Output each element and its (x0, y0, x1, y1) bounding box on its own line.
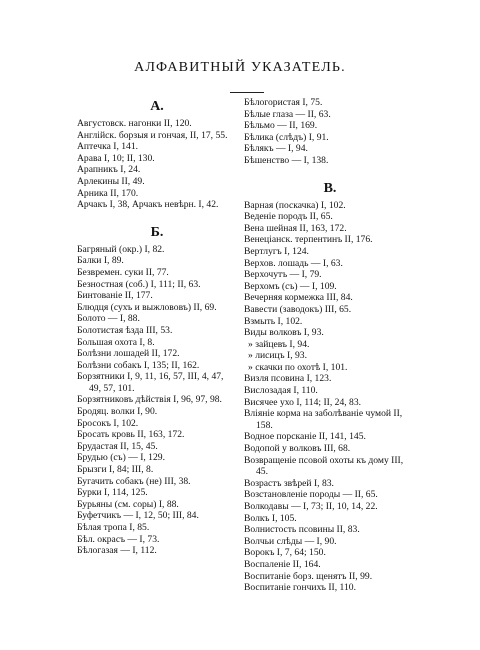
index-entry: Волкодавы — I, 73; II, 10, 14, 22. (244, 501, 378, 512)
index-entry: Вліяніе корма на заболѣваніе чумой II, 158. (244, 408, 403, 431)
index-entry: Болотистая ѣзда III, 53. (77, 324, 173, 336)
index-entry: Верхочутъ — I, 79. (244, 269, 322, 281)
title-divider (230, 92, 264, 93)
index-entry: Вечерняя кормежка III, 84. (244, 292, 353, 304)
section-v-list (244, 200, 416, 594)
index-entry: Воспитаніе борз. щенятъ II, 99. (244, 570, 373, 582)
index-entry: Возстановленіе породы — II, 65. (244, 489, 378, 501)
index-entry: Волкъ I, 105. (244, 512, 297, 524)
index-entry: Болото — I, 88. (77, 313, 140, 325)
index-entry: Арапникъ I, 24. (77, 164, 141, 176)
index-entry: Веденіе породъ II, 65. (244, 211, 333, 223)
index-entry: » лисицъ I, 93. (248, 350, 307, 362)
index-entry: Буфетчикъ — I, 12, 50; III, 84. (77, 510, 199, 522)
index-entry: Бурьяны (см. соры) I, 88. (77, 498, 179, 510)
index-entry: Вена шейная II, 163, 172. (244, 222, 347, 234)
index-entry: Водное порсканіе II, 141, 145. (244, 431, 366, 443)
index-entry: Воспаленіе II, 164. (244, 558, 321, 570)
index-entry: Висячее ухо I, 114; II, 24, 83. (244, 396, 362, 408)
index-entry: Венеціанск. терпентинъ II, 176. (244, 234, 373, 246)
index-entry: Багряный (окр.) I, 82. (77, 243, 165, 255)
index-entry: Волчьи слѣды — I, 90. (244, 535, 337, 547)
index-entry: Борзятники I, 9, 11, 16, 57, III, 4, 47, 49, 57, 101. (77, 371, 224, 394)
index-entry: Визля псовина I, 123. (244, 373, 332, 385)
index-entry: Ворокъ I, 7, 64; 150. (244, 547, 326, 559)
index-entry: Бѣлика (слѣдъ) I, 91. (244, 131, 329, 143)
index-entry: Борзятниковъ дѣйствія I, 96, 97, 98. (77, 394, 222, 406)
index-entry: » зайцевъ I, 94. (248, 338, 310, 350)
index-entry: Бурки I, 114, 125. (77, 487, 148, 499)
index-entry: Вавести (заводокъ) III, 65. (244, 303, 352, 315)
index-entry: Бугачить собакъ (не) III, 38. (77, 475, 191, 487)
index-entry: Большая охота I, 8. (77, 336, 155, 348)
index-entry: Волнистость псовины II, 83. (244, 524, 360, 536)
index-entry: Водопой у волковъ III, 68. (244, 443, 351, 455)
index-entry: Вертлугъ I, 124. (244, 245, 309, 257)
index-entry: Брызги I, 84; III, 8. (77, 464, 154, 476)
section-b-continued-list (244, 97, 416, 167)
section-gap (77, 211, 237, 223)
index-entry: Верхомъ (съ) — I, 109. (244, 280, 337, 292)
index-entry: Бродяц. волки I, 90. (77, 406, 158, 418)
index-entry: Балки I, 89. (77, 255, 124, 267)
index-entry: Вислозадая I, 110. (244, 385, 318, 397)
section-letter-a: А. (150, 99, 164, 114)
page-title: АЛФАВИТНЫЙ УКАЗАТЕЛЬ. (134, 60, 346, 75)
section-letter-b: Б. (150, 224, 164, 240)
index-entry: Верхов. лошадь — I, 63. (244, 257, 343, 269)
section-letter-v: В. (323, 180, 337, 196)
index-entry: Взмыть I, 102. (244, 315, 303, 327)
index-entry: Безвремен. суки II, 77. (77, 266, 169, 278)
index-entry: Аптечка I, 141. (77, 141, 139, 153)
section-b-list (77, 244, 237, 557)
index-entry: Безностная (соб.) I, 111; II, 63. (77, 278, 201, 290)
index-entry: Блюдця (сухъ и выжлововъ) II, 69. (77, 301, 217, 313)
index-entry: Воспитаніе гончихъ II, 110. (244, 582, 356, 594)
index-entry: » скачки по охотѣ I, 101. (248, 361, 348, 373)
index-entry: Брудью (съ) — I, 129. (77, 452, 165, 464)
index-entry: Болѣзни лошадей II, 172. (77, 348, 180, 360)
index-entry: Бѣл. окрасъ — I, 73. (77, 533, 160, 545)
right-column (244, 97, 416, 594)
index-entry: Бѣлая тропа I, 85. (77, 522, 150, 533)
index-entry: Арника II, 170. (77, 187, 139, 199)
index-entry: Бѣльмо — II, 169. (244, 120, 318, 132)
index-entry: Бросокъ I, 102. (77, 417, 139, 429)
index-entry: Болѣзни собакъ I, 135; II, 162. (77, 359, 200, 371)
index-entry: Бѣлогазая — I, 112. (77, 545, 157, 557)
section-a-list (77, 118, 237, 211)
index-entry: Бѣлогористая I, 75. (244, 97, 323, 108)
index-entry: Арчакъ I, 38, Арчакъ невѣрн. I, 42. (77, 199, 219, 211)
index-entry: Арава I, 10; II, 130. (77, 152, 155, 164)
index-entry: Августовск. нагонки II, 120. (77, 118, 192, 129)
left-column (77, 97, 237, 557)
index-entry: Возрастъ звѣрей I, 83. (244, 477, 334, 489)
index-entry: Англійск. борзыя и гончая, II, 17, 55. (77, 129, 228, 141)
index-entry: Возвращеніе псовой охоты къ дому III, 45. (244, 454, 404, 478)
index-entry: Бросать кровь II, 163, 172. (77, 429, 185, 441)
index-entry: Арлекины II, 49. (77, 175, 145, 187)
index-entry: Бинтованіе II, 177. (77, 290, 153, 302)
section-gap (244, 167, 416, 179)
index-entry: Бѣлые глаза — II, 63. (244, 108, 331, 120)
index-entry: Бѣлякъ — I, 94. (244, 143, 308, 155)
index-entry: Брудастая II, 15, 45. (77, 440, 158, 452)
index-entry: Бѣшенство — I, 138. (244, 154, 329, 166)
index-entry: Виды волковъ I, 93. (244, 327, 324, 339)
index-entry: Варная (поскачка) I, 102. (244, 199, 346, 211)
